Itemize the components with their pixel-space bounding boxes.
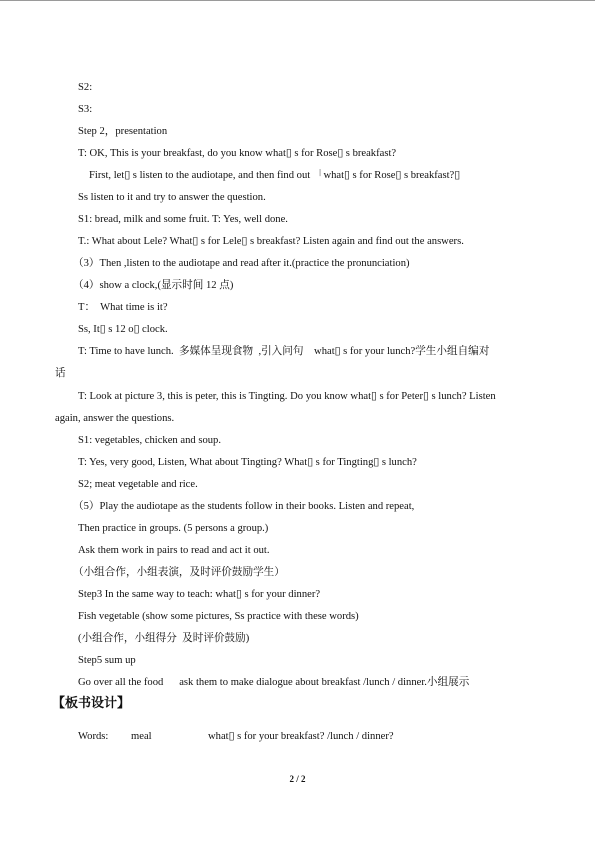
text-line: T： What time is it? (78, 302, 168, 313)
text-line: （小组合作，小组表演，及时评价鼓励学生） (73, 567, 285, 578)
text-line: Then practice in groups. (5 persons a group.) (78, 523, 269, 534)
words-question: what▯ s for your breakfast? /lunch / dinner? (208, 731, 394, 742)
text-line: （5）Play the audiotape as the students follow in their books. Listen and repeat, (73, 501, 415, 512)
text-line: S1: bread, milk and some fruit. T: Yes, well done. (78, 214, 288, 225)
text-line: T.: What about Lele? What▯ s for Lele▯ s breakfast? Listen again and find out the answers. (78, 236, 464, 247)
text-line: 话 (55, 368, 66, 379)
text-line: Step 2，presentation (78, 126, 168, 137)
text-line: (小组合作，小组得分 及时评价鼓励) (78, 633, 250, 644)
text-line: First, let▯ s listen to the audiotape, and then find out 「what▯ s for Rose▯ s breakfast?▯ (89, 170, 461, 181)
words-label: Words: (78, 731, 109, 742)
text-line: （4）show a clock,(显示时间 12 点) (73, 280, 234, 291)
text-line: Go over all the food ask them to make dialogue about breakfast /lunch / dinner.小组展示 (78, 677, 470, 688)
text-line: （3）Then ,listen to the audiotape and read after it.(practice the pronunciation) (73, 258, 410, 269)
text-line: T: Yes, very good, Listen, What about Tingting? What▯ s for Tingting▯ s lunch? (78, 457, 417, 468)
page-number: 2 / 2 (289, 774, 306, 784)
text-line: Ask them work in pairs to read and act it out. (78, 545, 270, 556)
text-line: Step3 In the same way to teach: what▯ s for your dinner? (78, 589, 321, 600)
text-line: again, answer the questions. (55, 413, 175, 424)
text-line: Ss, It▯ s 12 o▯ clock. (78, 324, 168, 335)
text-line: Fish vegetable (show some pictures, Ss practice with these words) (78, 611, 359, 622)
words-meal: meal (131, 731, 152, 742)
text-line: T: Time to have lunch. 多媒体呈现食物 ,引入问句 what▯ s for your lunch?学生小组自编对 (78, 346, 490, 357)
text-line: S1: vegetables, chicken and soup. (78, 435, 221, 446)
text-line: S2: (78, 82, 93, 93)
text-line: T: Look at picture 3, this is peter, this is Tingting. Do you know what▯ s for Peter▯ s lunch? Listen (78, 391, 496, 402)
text-line: S2; meat vegetable and rice. (78, 479, 198, 490)
text-line: Ss listen to it and try to answer the question. (78, 192, 266, 203)
section-heading: 【板书设计】 (52, 696, 131, 711)
text-line: S3: (78, 104, 93, 115)
text-line: Step5 sum up (78, 655, 136, 666)
text-line: T: OK, This is your breakfast, do you know what▯ s for Rose▯ s breakfast? (78, 148, 397, 159)
